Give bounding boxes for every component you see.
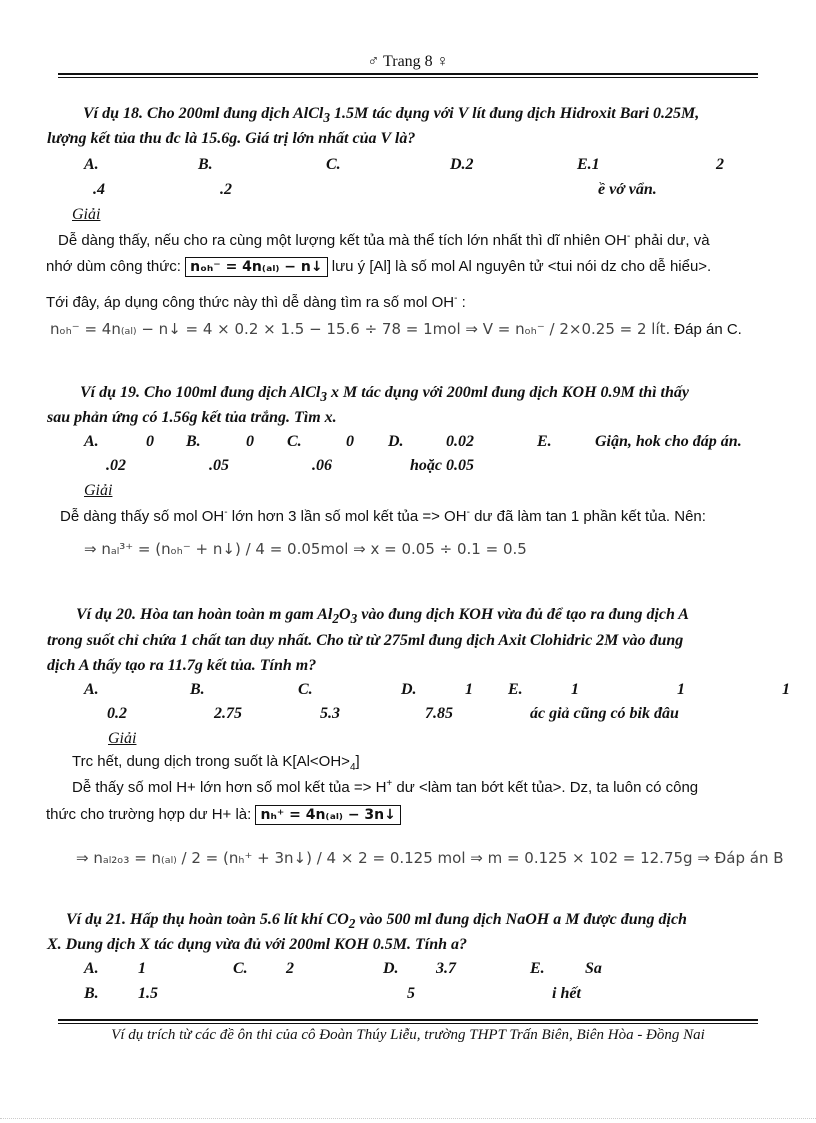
- ex19-opt: E.: [537, 433, 552, 450]
- ex21-opt: B.: [84, 985, 99, 1002]
- ex19-opt: hoặc 0.05: [410, 457, 474, 474]
- ex20-calc: ⇒ nₐₗ₂ₒ₃ = n₍ₐₗ₎ / 2 = (nₕ⁺ + 3n↓) / 4 × 2 = 0.125 mol ⇒ m = 0.125 × 102 = 12.75g ⇒ Đáp án B: [76, 849, 784, 867]
- ex18-opt: C.: [326, 156, 341, 173]
- ex21-opt: i hết: [552, 985, 581, 1002]
- ex18-opt: ề vớ vẩn.: [598, 181, 657, 198]
- ex21-opt: D.: [383, 960, 399, 977]
- ex21-opt: 1: [138, 960, 146, 977]
- ex21-opt: E.: [530, 960, 545, 977]
- ex19-opt: D.: [388, 433, 404, 450]
- ex21-opt: 2: [286, 960, 294, 977]
- header-rule: [58, 73, 758, 75]
- ex19-giai: Giải: [84, 482, 113, 499]
- ex20-opt: 2.75: [214, 705, 242, 722]
- ex20-opt: 1: [677, 681, 685, 698]
- ex20-line1: Ví dụ 20. Hòa tan hoàn toàn m gam $Al_2O_3$ vào đung dịch KOH vừa đủ để tạo ra đung dịch A: [76, 606, 689, 627]
- footer-text: Ví dụ trích từ các đề ôn thi của cô Đoàn Thúy Liễu, trường THPT Trấn Biên, Biên Hòa - Đồng Nai: [111, 1027, 705, 1043]
- ex18-p3: Tới đây, áp dụng công thức này thì dễ dàng tìm ra số mol OH- :: [46, 293, 466, 311]
- ex19-opt: C.: [287, 433, 302, 450]
- ex20-opt: 5.3: [320, 705, 340, 722]
- ex19-opt: 0: [246, 433, 254, 450]
- ex18-opt: B.: [198, 156, 213, 173]
- ex19-opt: B.: [186, 433, 201, 450]
- ex19-opt: A.: [84, 433, 99, 450]
- header-rule-thin: [58, 77, 758, 78]
- ex21-opt: A.: [84, 960, 99, 977]
- ex21-line2: X. Dung dịch X tác dụng vừa đủ với 200ml KOH 0.5M. Tính a?: [47, 936, 468, 953]
- ex18-opt: D.2: [450, 156, 474, 173]
- page-bottom-divider: [0, 1118, 816, 1119]
- footer-rule: [58, 1019, 758, 1021]
- ex20-opt: 1: [782, 681, 790, 698]
- ex20-opt: B.: [190, 681, 205, 698]
- ex19-opt: .06: [312, 457, 332, 474]
- ex21-opt: 5: [407, 985, 415, 1002]
- ex20-opt: ác giả cũng có bik đâu: [530, 705, 679, 722]
- ex20-p3: thức cho trường hợp dư H+ là: nₕ⁺ = 4n₍ₐₗ₎ − 3n↓: [46, 806, 401, 823]
- ex19-calc: ⇒ nₐₗ³⁺ = (nₒₕ⁻ + n↓) / 4 = 0.05mol ⇒ x = 0.05 ÷ 0.1 = 0.5: [84, 540, 527, 558]
- ex20-opt: 0.2: [107, 705, 127, 722]
- ex18-opt: A.: [84, 156, 99, 173]
- ex21-opt: Sa: [585, 960, 602, 977]
- ex18-p2: nhớ dùm công thức: nₒₕ⁻ = 4n₍ₐₗ₎ − n↓ lưu ý [Al] là số mol Al nguyên tử <tui nói dz cho dễ hiểu>.: [46, 258, 712, 275]
- ex19-opt: Giận, hok cho đáp án.: [595, 433, 742, 450]
- formula-box: nₒₕ⁻ = 4n₍ₐₗ₎ − n↓: [185, 257, 327, 277]
- ex20-p2: Dễ thấy số mol H+ lớn hơn số mol kết tủa => H+ dư <làm tan bớt kết tủa>. Dz, ta luôn có công: [72, 778, 699, 796]
- ex19-line2: sau phản ứng có 1.56g kết tủa trắng. Tìm x.: [47, 409, 337, 426]
- ex20-opt: 7.85: [425, 705, 453, 722]
- ex18-giai: Giải: [72, 206, 101, 223]
- ex20-opt: D.: [401, 681, 417, 698]
- ex18-line1: Ví dụ 18. Cho 200ml đung dịch AlCl$_3$ 1.5M tác dụng với V lít đung dịch Hidroxit Bari 0.25M,: [83, 105, 700, 126]
- ex21-opt: C.: [233, 960, 248, 977]
- ex18-calc: nₒₕ⁻ = 4n₍ₐₗ₎ − n↓ = 4 × 0.2 × 1.5 − 15.6 ÷ 78 = 1mol ⇒ V = nₒₕ⁻ / 2×0.25 = 2 lít. Đáp án C.: [50, 320, 742, 338]
- ex21-line1: Ví dụ 21. Hấp thụ hoàn toàn 5.6 lít khí $CO_2$ vào 500 ml đung dịch NaOH a M được đung dịch: [66, 911, 687, 932]
- ex18-opt: .2: [220, 181, 232, 198]
- ex21-opt: 1.5: [138, 985, 158, 1002]
- ex20-opt: 1: [571, 681, 579, 698]
- ex21-opt: 3.7: [436, 960, 456, 977]
- ex19-opt: 0: [146, 433, 154, 450]
- ex20-giai: Giải: [108, 730, 137, 747]
- ex20-line2: trong suốt chỉ chứa 1 chất tan duy nhất. Cho từ từ 275ml đung dịch Axit Clohidric 2M vào đung: [47, 632, 684, 649]
- ex20-line3: dịch A thấy tạo ra 11.7g kết tủa. Tính m?: [47, 657, 317, 674]
- footer-rule-thin: [58, 1023, 758, 1024]
- ex20-p1: Trc hết, dung dịch trong suốt là $K[Al<OH>_4]$: [72, 753, 360, 773]
- ex18-opt: 2: [716, 156, 724, 173]
- ex20-opt: A.: [84, 681, 99, 698]
- ex19-opt: .02: [106, 457, 126, 474]
- ex19-opt: 0: [346, 433, 354, 450]
- formula-box: nₕ⁺ = 4n₍ₐₗ₎ − 3n↓: [255, 805, 400, 825]
- ex20-opt: C.: [298, 681, 313, 698]
- ex18-line2: lượng kết tủa thu đc là 15.6g. Giá trị lớn nhất của V là?: [47, 130, 416, 147]
- ex19-opt: .05: [209, 457, 229, 474]
- ex19-line1: Ví dụ 19. Cho 100ml đung dịch AlCl$_3$ x M tác dụng với 200ml đung dịch KOH 0.9M thì thấy: [80, 384, 689, 405]
- ex19-opt: 0.02: [446, 433, 474, 450]
- ex20-opt: 1: [465, 681, 473, 698]
- ex19-p1: Dễ dàng thấy số mol OH- lớn hơn 3 lần số mol kết tủa => OH- dư đã làm tan 1 phần kết tủa. Nên:: [60, 507, 706, 525]
- ex18-opt: .4: [93, 181, 105, 198]
- ex18-opt: E.1: [577, 156, 600, 173]
- ex18-p1: Dễ dàng thấy, nếu cho ra cùng một lượng kết tủa mà thể tích lớn nhất thì dĩ nhiên OH- phải dư, và: [58, 231, 710, 249]
- page-header: ♂ Trang 8 ♀: [367, 53, 449, 70]
- ex20-opt: E.: [508, 681, 523, 698]
